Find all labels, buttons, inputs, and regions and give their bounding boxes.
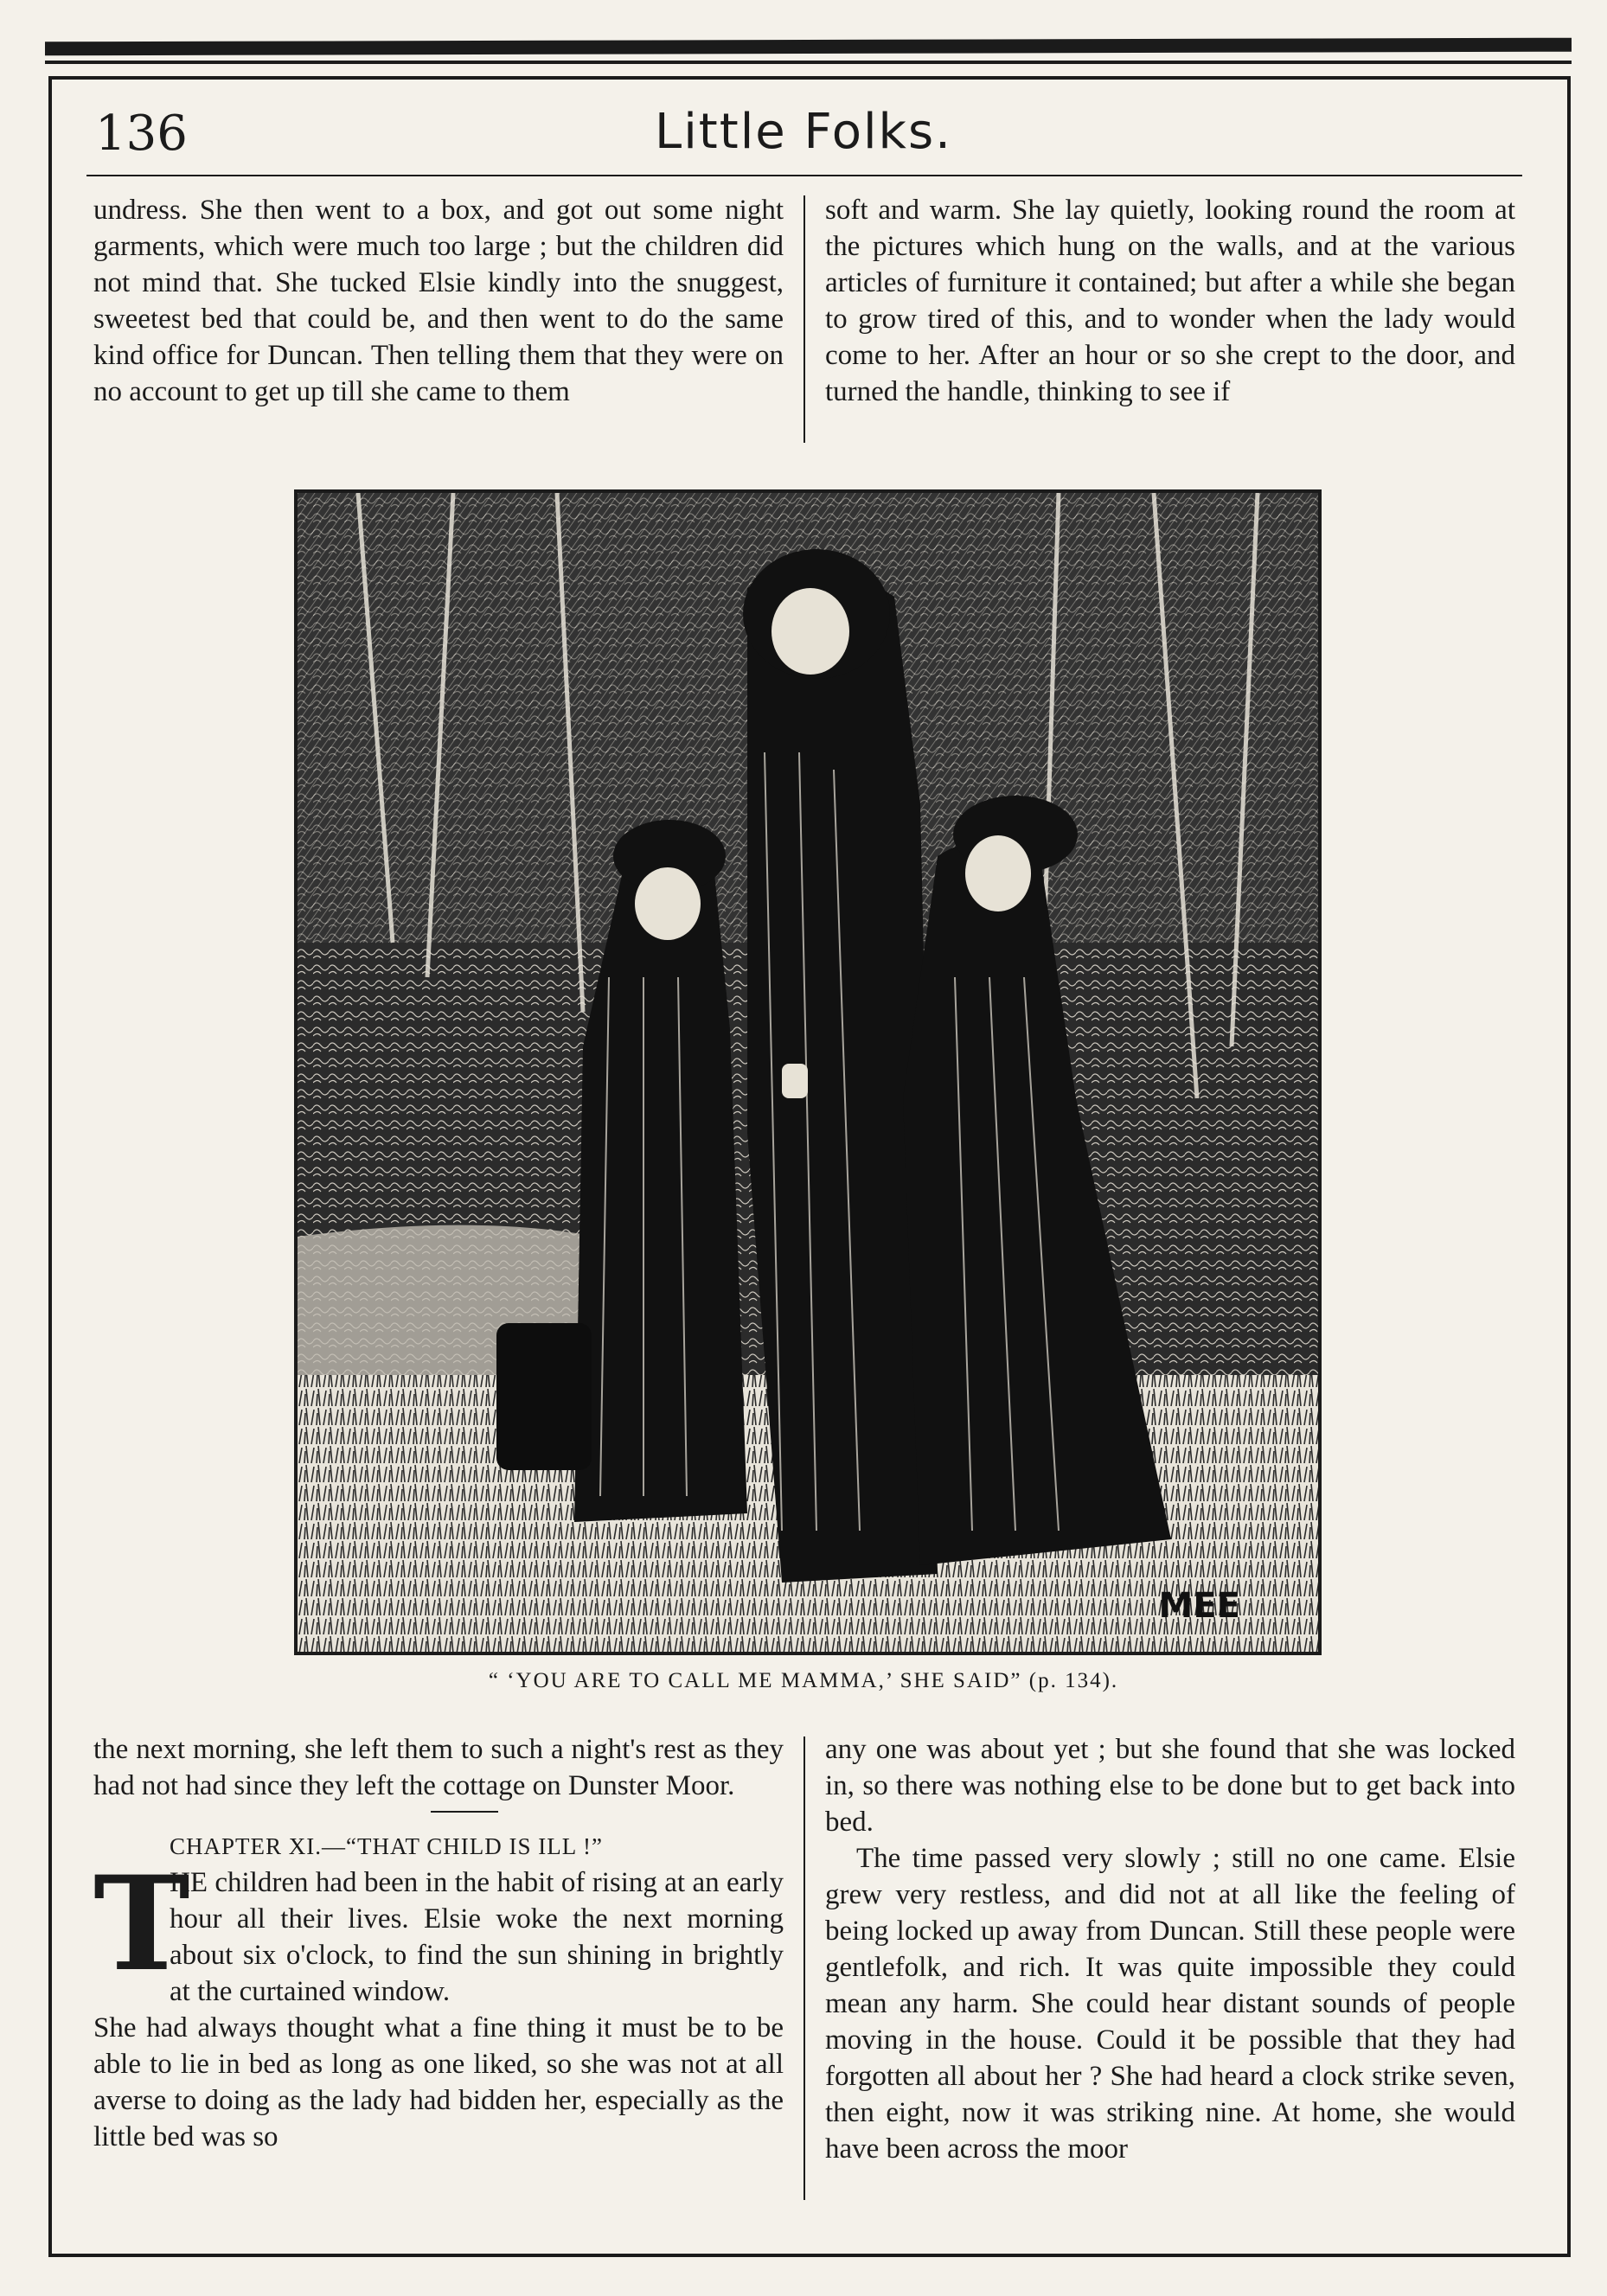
engraving-illustration <box>294 489 1322 1655</box>
chapter-heading: CHAPTER XI.—“THAT CHILD IS ILL !” <box>170 1833 603 1859</box>
illustration-caption: “ ‘YOU ARE TO CALL ME MAMMA,’ SHE SAID” (p. 134). <box>488 1669 1119 1692</box>
page-number: 136 <box>95 106 188 162</box>
header-rule <box>86 175 1522 176</box>
paragraph-time-passed: The time passed very slowly ; still no one came. Elsie grew very restless, and did not at all like the feeling of being locked up away from Duncan. Still these people were gentlefolk, and rich. It was quite impossible they could mean any harm. She could hear distant sounds of people moving in the house. Could it be possible that they had forgotten all about her ? She had heard a clock strike seven, then eight, now it was striking nine. At home, she would have been across the moor <box>825 1843 1515 2165</box>
drop-cap <box>93 1848 190 2010</box>
top-rule-thin <box>45 61 1572 64</box>
chapter-opening <box>93 1848 784 2010</box>
paragraph-continued: She had always thought what a fine thing it must be to be able to lie in bed as long as one liked, so she was not at all averse to doing as the lady had bidden her, especially as the little bed was so <box>93 2012 784 2152</box>
bottom-right-column <box>825 1731 1515 2203</box>
artist-signature: MEE <box>1158 1586 1240 1626</box>
running-title: Little Folks. <box>655 104 952 160</box>
top-right-text: soft and warm. She lay quietly, looking round the room at the pictures which hung on the walls, and at the various articles of furniture it contained; but after a while she began to grow tired of this, and to wonder when the lady would come to her. After an hour or so she crept to the door, and turned the handle, thinking to see if <box>825 195 1515 407</box>
continuation-paragraph: the next morning, she left them to such a night's rest as they had not had since they left the cottage on Dunster Moor. <box>93 1734 784 1801</box>
top-left-text: undress. She then went to a box, and got out some night garments, which were much too large ; but the children did not mind that. She tucked Elsie kindly into the snuggest, sweetest bed that could be, and then went to do the same kind office for Duncan. Then telling them that they were on no account to get up till she came to them <box>93 195 784 407</box>
top-rule-thick <box>45 38 1572 56</box>
top-right-column <box>825 192 1515 444</box>
woodland-scene <box>298 493 1318 1652</box>
bottom-left-column <box>93 1731 784 2203</box>
paragraph-locked-in: any one was about yet ; but she found that she was locked in, so there was nothing else to be done but to get back into bed. <box>825 1734 1515 1838</box>
section-rule <box>431 1811 498 1813</box>
column-rule-bottom <box>804 1736 805 2200</box>
top-left-column <box>93 192 784 444</box>
drop-cap-letter: T <box>93 1848 190 2000</box>
drop-cap-paragraph: HE children had been in the habit of rising at an early hour all their lives. Elsie woke the next morning about six o'clock, to find the sun shining in brightly at the curtained window. <box>170 1867 784 2007</box>
column-rule-top <box>804 195 805 443</box>
